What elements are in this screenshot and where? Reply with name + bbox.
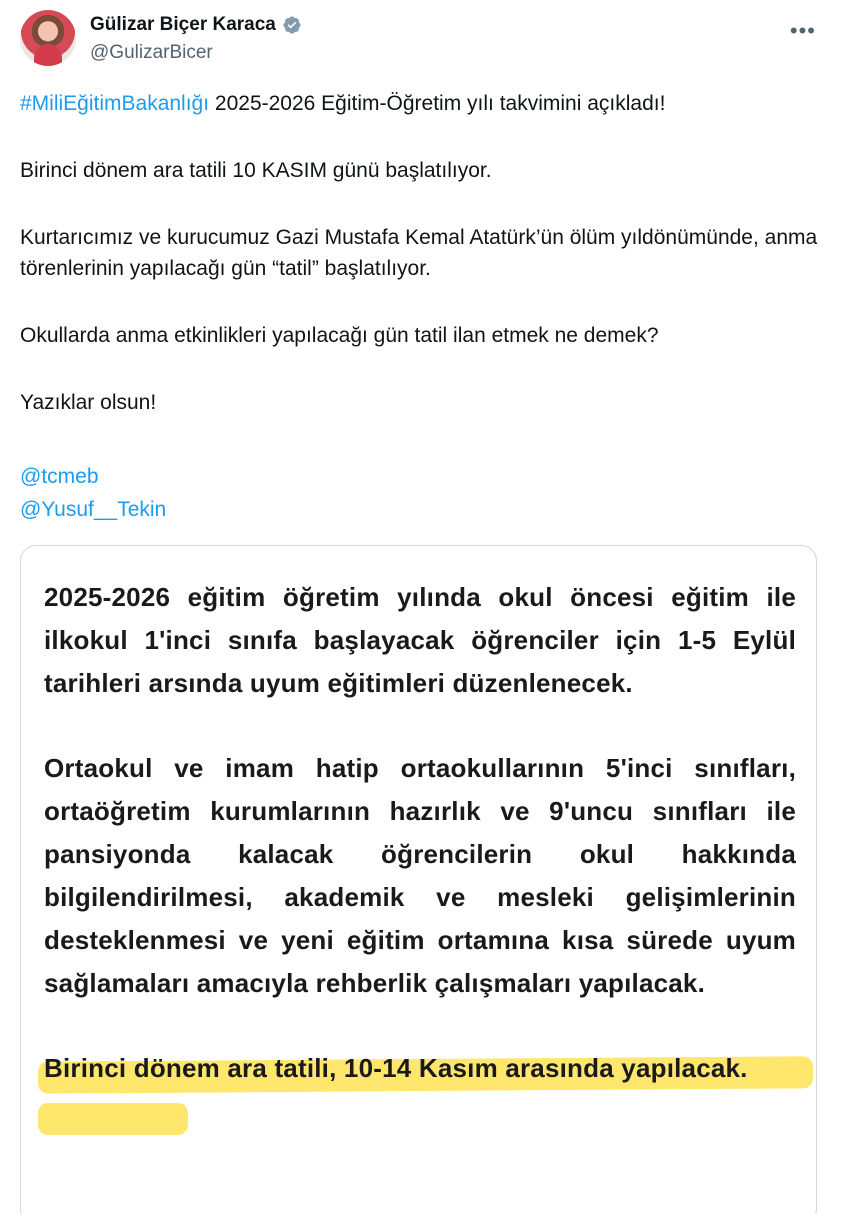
hashtag-link[interactable]: #MiliEğitimBakanlığı (20, 92, 210, 115)
tweet-header (20, 10, 830, 70)
tweet-paragraph-2: Birinci dönem ara tatili 10 KASIM günü başlatılıyor. (20, 159, 492, 182)
image-paragraph-3 (44, 1047, 796, 1090)
tweet-paragraph-5: Yazıklar olsun! (20, 391, 157, 414)
highlighted-text: Birinci dönem ara tatili, 10-14 Kasım arasında yapılacak. (44, 1053, 748, 1083)
tweet-body (20, 88, 830, 454)
mention-link-yusuf-tekin[interactable]: @Yusuf__Tekin (20, 498, 167, 521)
tweet-paragraph-3: Kurtarıcımız ve kurucumuz Gazi Mustafa Kemal Atatürk’ün ölüm yıldönümünde, anma törenlerinin yapılacağı gün “tatil” başlatılıyor. (20, 226, 818, 280)
image-paragraph-1: 2025-2026 eğitim öğretim yılında okul öncesi eğitim ile ilkokul 1'inci sınıfa başlayacak öğrenciler için 1-5 Eylül tarihleri arsında uyum eğitimleri düzenlenecek. (44, 582, 796, 698)
tweet-paragraph-1 (20, 88, 830, 119)
highlight-marker (38, 1103, 188, 1135)
avatar[interactable] (20, 10, 76, 66)
author-handle[interactable]: @GulizarBicer (90, 42, 213, 63)
verified-badge-icon (282, 15, 302, 35)
author-name-row (90, 14, 302, 36)
author-display-name[interactable]: Gülizar Biçer Karaca (90, 14, 276, 35)
tweet-paragraph-4: Okullarda anma etkinlikleri yapılacağı gün tatil ilan etmek ne demek? (20, 324, 659, 347)
attached-image-card[interactable] (20, 545, 817, 1214)
image-text-content (44, 576, 796, 1132)
mention-link-tcmeb[interactable]: @tcmeb (20, 465, 99, 488)
tweet-paragraph-1-text: 2025-2026 Eğitim-Öğretim yılı takvimini açıkladı! (209, 92, 666, 115)
mentions (20, 460, 166, 526)
more-icon[interactable]: ••• (789, 18, 816, 43)
image-paragraph-2: Ortaokul ve imam hatip ortaokullarının 5'inci sınıfları, ortaöğretim kurumlarının hazırlık ve 9'uncu sınıfları ile pansiyonda kalacak öğrencilerin okul hakkında bilgilendirilmesi, akademik ve mesleki gelişimlerinin desteklenmesi ve yeni eğitim ortamına kısa sürede uyum sağlamaları amacıyla rehberlik çalışmaları yapılacak. (44, 753, 796, 998)
